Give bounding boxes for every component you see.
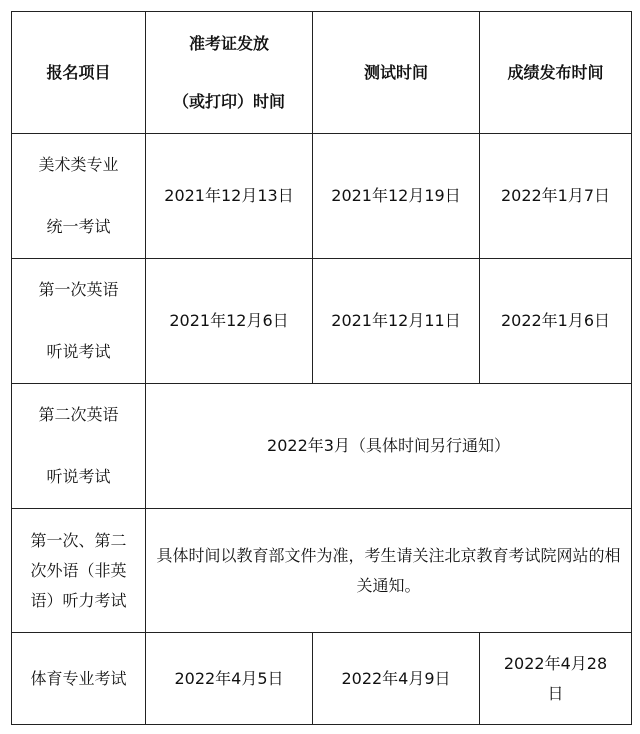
table-row bbox=[12, 259, 632, 384]
row-ticket-date: 2021年12月13日 bbox=[146, 134, 313, 259]
table-row bbox=[12, 134, 632, 259]
header-ticket-time: 准考证发放 （或打印）时间 bbox=[146, 12, 313, 134]
header-test-time: 测试时间 bbox=[313, 12, 480, 134]
header-score-time: 成绩发布时间 bbox=[480, 12, 632, 134]
row-item: 第一次英语 听说考试 bbox=[12, 259, 146, 384]
row-item: 第二次英语 听说考试 bbox=[12, 384, 146, 509]
table-header-row bbox=[12, 12, 632, 134]
row-item: 美术类专业 统一考试 bbox=[12, 134, 146, 259]
header-item: 报名项目 bbox=[12, 12, 146, 134]
table-row bbox=[12, 633, 632, 725]
row-merged-note: 2022年3月（具体时间另行通知） bbox=[146, 384, 632, 509]
row-ticket-date: 2021年12月6日 bbox=[146, 259, 313, 384]
row-merged-note: 具体时间以教育部文件为准，考生请关注北京教育考试院网站的相关通知。 bbox=[146, 509, 632, 633]
row-score-date: 2022年1月6日 bbox=[480, 259, 632, 384]
row-test-date: 2021年12月11日 bbox=[313, 259, 480, 384]
table-row bbox=[12, 384, 632, 509]
row-item: 体育专业考试 bbox=[12, 633, 146, 725]
table-row bbox=[12, 509, 632, 633]
exam-schedule-table bbox=[11, 11, 632, 725]
row-test-date: 2022年4月9日 bbox=[313, 633, 480, 725]
row-test-date: 2021年12月19日 bbox=[313, 134, 480, 259]
row-item: 第一次、第二 次外语（非英 语）听力考试 bbox=[12, 509, 146, 633]
row-score-date: 2022年4月28 日 bbox=[480, 633, 632, 725]
row-ticket-date: 2022年4月5日 bbox=[146, 633, 313, 725]
row-score-date: 2022年1月7日 bbox=[480, 134, 632, 259]
